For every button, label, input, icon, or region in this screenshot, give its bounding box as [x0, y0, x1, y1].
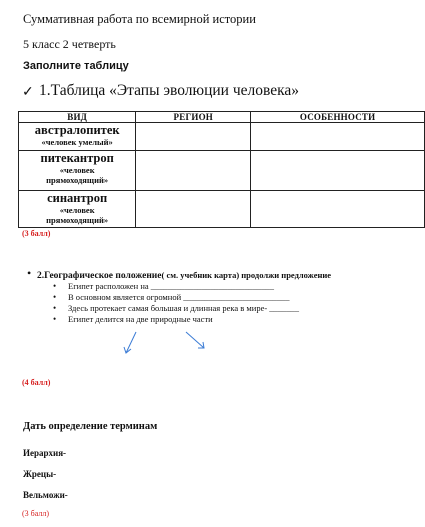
- terms-title: Дать определение терминам: [23, 421, 158, 432]
- species-name: синантроп: [47, 191, 108, 205]
- list-item: [53, 292, 299, 303]
- species-alias: «человек: [59, 205, 95, 215]
- list-item-text: Здесь протекает самая большая и длинная река в мире- _______: [68, 303, 300, 313]
- table-title: 1.Таблица «Этапы эволюции человека»: [39, 82, 300, 99]
- arrow-left-icon: [124, 332, 136, 353]
- instruction-label: Заполните таблицу: [23, 60, 129, 72]
- species-alias: прямоходящий»: [46, 175, 109, 185]
- species-cell: [19, 151, 136, 191]
- geo-list: [53, 281, 299, 325]
- features-cell[interactable]: [251, 123, 425, 151]
- list-item-text: Египет расположен на _____________________________: [68, 281, 275, 291]
- list-item-text: В основном является огромной _________________________: [68, 292, 290, 302]
- geo-heading: [37, 270, 331, 281]
- check-icon: ✓: [22, 85, 34, 100]
- arrows-graphic: [118, 326, 218, 358]
- bullet-icon: •: [53, 314, 57, 324]
- geo-heading-main: 2.Географическое положение: [37, 271, 162, 281]
- species-cell: [19, 191, 136, 228]
- evolution-table: [18, 111, 425, 228]
- bullet-icon: •: [53, 292, 57, 302]
- table-row: [19, 123, 425, 151]
- features-cell[interactable]: [251, 191, 425, 228]
- page-title: Суммативная работа по всемирной истории: [23, 12, 256, 26]
- term-hierarchy: Иерархия-: [23, 448, 67, 458]
- list-item-text: Египет делится на две природные части: [68, 314, 213, 324]
- score-label: (4 балл): [22, 378, 51, 387]
- column-header-features: ОСОБЕННОСТИ: [251, 112, 425, 123]
- arrow-right-icon: [186, 332, 204, 348]
- list-item: [53, 281, 299, 292]
- table-row: [19, 191, 425, 228]
- column-header-vid: ВИД: [19, 112, 136, 123]
- column-header-region: РЕГИОН: [136, 112, 251, 123]
- species-alias: «человек: [59, 165, 95, 175]
- term-nobles: Вельможи-: [23, 490, 68, 500]
- score-label: (3 балл): [22, 509, 50, 518]
- species-cell: [19, 123, 136, 151]
- species-name: австралопитек: [34, 123, 120, 137]
- grade-label: 5 класс 2 четверть: [23, 37, 116, 51]
- bullet-icon: •: [53, 281, 57, 291]
- list-item: [53, 303, 299, 314]
- features-cell[interactable]: [251, 151, 425, 191]
- geo-heading-paren: ( см. учебник карта) продолжи предложение: [161, 270, 332, 280]
- score-label: (3 балл): [22, 229, 51, 238]
- bullet-icon: •: [53, 303, 57, 313]
- species-name: питекантроп: [40, 151, 114, 165]
- table-row: [19, 151, 425, 191]
- region-cell[interactable]: [136, 191, 251, 228]
- term-priests: Жрецы-: [23, 469, 57, 479]
- bullet-icon: •: [27, 266, 32, 280]
- list-item: [53, 314, 299, 325]
- table-header-row: [19, 112, 425, 123]
- region-cell[interactable]: [136, 151, 251, 191]
- region-cell[interactable]: [136, 123, 251, 151]
- species-alias: «человек умелый»: [41, 137, 113, 147]
- species-alias: прямоходящий»: [46, 215, 109, 225]
